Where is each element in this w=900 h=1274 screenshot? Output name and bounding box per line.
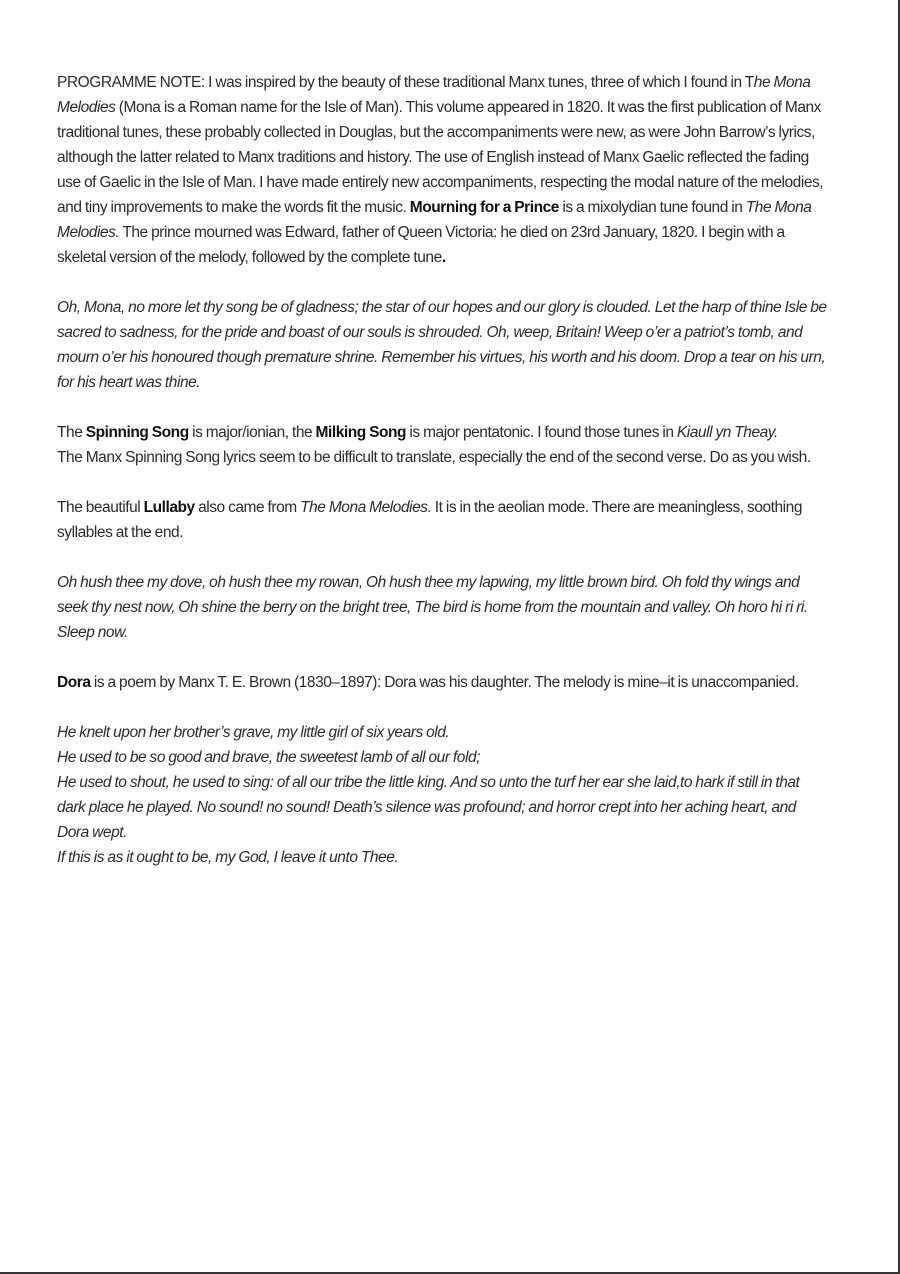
dora-lyric-line: He knelt upon her brother’s grave, my little girl of six years old. bbox=[57, 724, 450, 741]
lullaby-lyric: Oh hush thee my dove, oh hush thee my rowan, Oh hush thee my lapwing, my little brown bird. Oh fold thy wings and seek thy nest now, Oh shine the berry on the bright tree, The bird is home from the mountain and valley. Oh horo hi ri ri. Sleep now. bbox=[57, 574, 808, 641]
paragraph-text: is major/ionian, the bbox=[188, 424, 316, 441]
programme-note-paragraph bbox=[57, 70, 827, 270]
paragraph-text: The bbox=[57, 424, 86, 441]
mourning-lyric: Oh, Mona, no more let thy song be of gladness; the star of our hopes and our glory is clouded. Let the harp of thine Isle be sacred to sadness, for the pride and boast of our souls is shrouded. Oh, weep, Britain! Weep o’er a patriot’s tomb, and mourn o’er his honoured though premature shrine. Remember his virtues, his worth and his doom. Drop a tear on his urn, for his heart was thine. bbox=[57, 299, 827, 391]
song-title-milking-song: Milking Song bbox=[315, 424, 407, 441]
paragraph-text: It is in the aeolian mode. There are meaningless, soothing syllables at the end. bbox=[57, 499, 802, 541]
dora-paragraph bbox=[57, 670, 827, 695]
lullaby-paragraph bbox=[57, 495, 827, 545]
dora-lyric-line: He used to shout, he used to sing: of all our tribe the little king. And so unto the turf her ear she laid,to hark if still in that dark place he played. No sound! no sound! Death’s silence was profound; and horror crept into her aching heart, and Dora wept. bbox=[57, 774, 800, 841]
programme-note-text: (Mona is a Roman name for the Isle of Man). This volume appeared in 1820. It was the first publication of Manx traditional tunes, these probably collected in Douglas, but the accompaniments were new, as were John Barrow’s lyrics, although the latter related to Manx traditions and history. The use of English instead of Manx Gaelic reflected the fading use of Gaelic in the Isle of Man. I have made entirely new accompaniments, respecting the modal nature of the melodies, and tiny improvements to make the words fit the music. bbox=[57, 99, 824, 216]
paragraph-text: The Manx Spinning Song lyrics seem to be difficult to translate, especially the end of the second verse. Do as you wish. bbox=[57, 449, 811, 466]
song-title-lullaby: Lullaby bbox=[143, 499, 195, 516]
programme-note-lead: PROGRAMME NOTE: I was inspired by the beauty of these traditional Manx tunes, three of which I found in T bbox=[57, 74, 754, 91]
song-title-dora: Dora bbox=[57, 674, 91, 691]
programme-note-body bbox=[57, 70, 827, 895]
book-title-mona-melodies: The Mona Melodies. bbox=[300, 499, 432, 516]
song-title-mourning-for-a-prince: Mourning for a Prince bbox=[409, 199, 559, 216]
paragraph-text: The beautiful bbox=[57, 499, 144, 516]
programme-note-text: The prince mourned was Edward, father of Queen Victoria: he died on 23rd January, 1820. I begin with a skeletal version of the melody, followed by the complete tune bbox=[57, 224, 785, 266]
paragraph-text: is a poem by Manx T. E. Brown (1830–1897): Dora was his daughter. The melody is mine–it is unaccompanied. bbox=[90, 674, 799, 691]
book-title-mona-melodies: The Mona Melodies. bbox=[57, 199, 812, 241]
spinning-milking-paragraph bbox=[57, 420, 827, 470]
paragraph-text: is major pentatonic. I found those tunes in bbox=[406, 424, 677, 441]
programme-note-text: is a mixolydian tune found in bbox=[558, 199, 746, 216]
song-title-spinning-song: Spinning Song bbox=[85, 424, 189, 441]
paragraph-text: also came from bbox=[194, 499, 301, 516]
dora-lyric-line: He used to be so good and brave, the sweetest lamb of all our fold; bbox=[57, 749, 480, 766]
dora-lyric bbox=[57, 720, 827, 870]
book-title-kiaull-yn-theay: Kiaull yn Theay. bbox=[676, 424, 778, 441]
programme-note-end: . bbox=[441, 249, 446, 266]
book-title-mona-melodies: he Mona Melodies bbox=[57, 74, 811, 116]
dora-lyric-line: If this is as it ought to be, my God, I leave it unto Thee. bbox=[57, 849, 399, 866]
